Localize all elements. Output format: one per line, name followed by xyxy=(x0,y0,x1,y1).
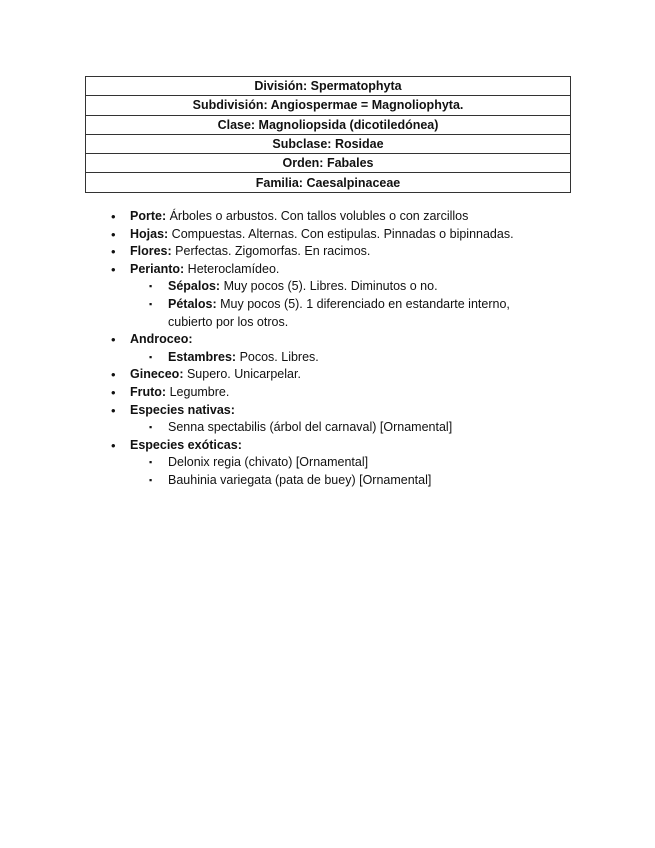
trait-label: Perianto: xyxy=(130,261,185,276)
bullet-icon: • xyxy=(111,209,116,224)
list-item-species xyxy=(0,454,655,472)
trait-label: Porte: xyxy=(130,209,167,223)
list-item-petalos-continuation xyxy=(0,314,655,332)
list-item-petalos xyxy=(0,296,655,314)
trait-text: Muy pocos (5). Libres. Diminutos o no. xyxy=(220,279,438,294)
taxonomy-subclass: Subclase: Rosidae xyxy=(86,134,571,153)
square-bullet-icon: ▪ xyxy=(149,457,153,468)
bullet-icon: • xyxy=(111,332,116,348)
table-row xyxy=(86,115,571,134)
trait-label: Sépalos: xyxy=(168,279,221,294)
list-item-fruto xyxy=(0,384,655,402)
square-bullet-icon: ▪ xyxy=(149,422,153,433)
table-row xyxy=(86,173,571,192)
list-item-gineceo xyxy=(0,366,655,384)
list-item-hojas xyxy=(0,226,655,244)
taxonomy-division: División: Spermatophyta xyxy=(86,77,571,96)
trait-text: Supero. Unicarpelar. xyxy=(183,367,301,382)
trait-text: Muy pocos (5). 1 diferenciado en estandarte interno, xyxy=(216,296,510,311)
taxonomy-table xyxy=(85,76,571,193)
species-text: Bauhinia variegata (pata de buey) [Ornamental] xyxy=(168,472,432,487)
trait-label: Gineceo: xyxy=(130,367,184,382)
trait-label: Especies exóticas: xyxy=(130,437,242,452)
taxonomy-family: Familia: Caesalpinaceae xyxy=(86,173,571,192)
bullet-icon: • xyxy=(111,244,116,260)
list-item-estambres xyxy=(0,349,655,367)
list-item-porte xyxy=(0,208,655,226)
trait-text: Perfectas. Zigomorfas. En racimos. xyxy=(171,244,371,259)
square-bullet-icon: ▪ xyxy=(149,298,153,309)
trait-label: Pétalos: xyxy=(168,296,217,311)
trait-text: Legumbre. xyxy=(166,384,230,399)
species-text: Senna spectabilis (árbol del carnaval) [Ornamental] xyxy=(168,420,453,435)
bullet-icon: • xyxy=(111,384,116,400)
table-row xyxy=(86,77,571,96)
bullet-icon: • xyxy=(111,261,116,277)
trait-text: Árboles o arbustos. Con tallos volubles o con zarcillos xyxy=(166,209,469,223)
bullet-icon: • xyxy=(111,367,116,383)
trait-label: Fruto: xyxy=(130,384,167,399)
trait-text: Heteroclamídeo. xyxy=(184,261,280,276)
square-bullet-icon: ▪ xyxy=(149,351,153,362)
taxonomy-class: Clase: Magnoliopsida (dicotiledónea) xyxy=(86,115,571,134)
taxonomy-order: Orden: Fabales xyxy=(86,154,571,173)
trait-label: Estambres: xyxy=(168,349,237,364)
table-row xyxy=(86,134,571,153)
table-row xyxy=(86,154,571,173)
traits-list xyxy=(0,208,655,490)
list-item-androceo xyxy=(0,331,655,349)
bullet-icon: • xyxy=(111,437,116,453)
bullet-icon: • xyxy=(111,402,116,418)
list-item-perianto xyxy=(0,261,655,279)
list-item-especies-nativas xyxy=(0,402,655,420)
square-bullet-icon: ▪ xyxy=(149,281,153,292)
list-item-flores xyxy=(0,243,655,261)
table-row xyxy=(86,96,571,115)
list-item-species xyxy=(0,472,655,490)
square-bullet-icon: ▪ xyxy=(149,474,153,485)
trait-label: Androceo: xyxy=(130,332,193,347)
taxonomy-subdivision: Subdivisión: Angiospermae = Magnoliophyta. xyxy=(86,96,571,115)
trait-text: cubierto por los otros. xyxy=(168,314,289,329)
trait-label: Flores: xyxy=(130,244,172,259)
trait-label: Hojas: xyxy=(130,226,169,241)
trait-text: Compuestas. Alternas. Con estipulas. Pinnadas o bipinnadas. xyxy=(168,226,514,241)
species-text: Delonix regia (chivato) [Ornamental] xyxy=(168,455,369,470)
trait-label: Especies nativas: xyxy=(130,402,235,417)
list-item-sepalos xyxy=(0,278,655,296)
trait-text: Pocos. Libres. xyxy=(236,349,319,364)
list-item-species xyxy=(0,419,655,437)
list-item-especies-exoticas xyxy=(0,437,655,455)
bullet-icon: • xyxy=(111,226,116,242)
